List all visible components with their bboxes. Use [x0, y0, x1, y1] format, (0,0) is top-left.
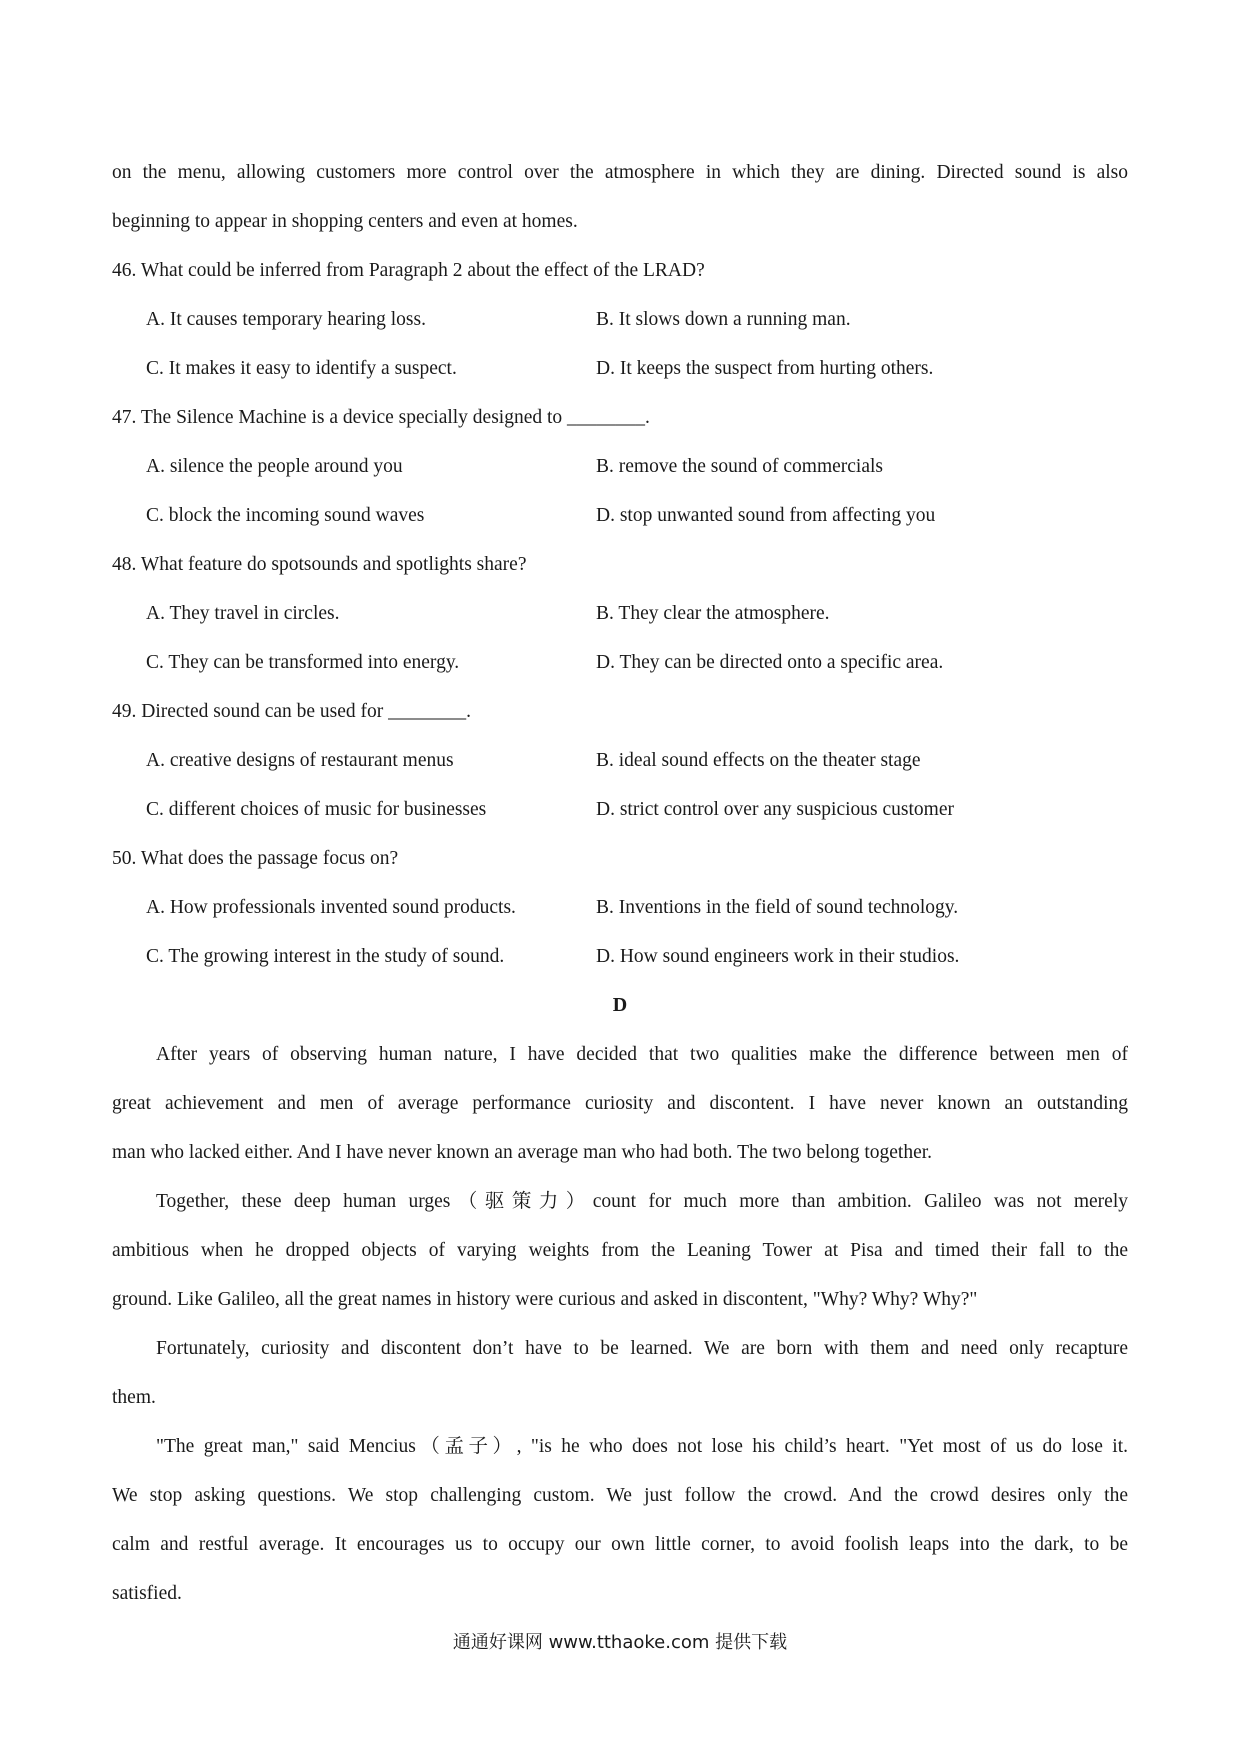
question-stem: 49. Directed sound can be used for ________.	[112, 701, 472, 722]
passage-line: After years of observing human nature, I have decided that two qualities make the difference between men of	[156, 1044, 1128, 1065]
option-c: C. The growing interest in the study of sound.	[146, 946, 505, 967]
option-row	[112, 295, 1128, 344]
question-stem: 46. What could be inferred from Paragraph 2 about the effect of the LRAD?	[112, 260, 705, 281]
option-row	[112, 491, 1128, 540]
option-row	[112, 932, 1128, 981]
section-heading: D	[612, 994, 628, 1016]
option-c: C. They can be transformed into energy.	[146, 652, 460, 673]
passage-line: calm and restful average. It encourages us to occupy our own little corner, to avoid foolish leaps into the dark, to be	[112, 1534, 1128, 1555]
option-b: B. They clear the atmosphere.	[596, 603, 830, 624]
passage-line: We stop asking questions. We stop challenging custom. We just follow the crowd. And the crowd desires only the	[112, 1485, 1128, 1506]
passage-line: man who lacked either. And I have never known an average man who had both. The two belong together.	[112, 1142, 933, 1163]
option-d: D. It keeps the suspect from hurting others.	[596, 358, 934, 379]
option-d: D. How sound engineers work in their studios.	[596, 946, 960, 967]
option-row	[112, 883, 1128, 932]
document-page	[112, 148, 1128, 1618]
passage-line: ground. Like Galileo, all the great names in history were curious and asked in discontent, "Why? Why? Why?"	[112, 1289, 978, 1310]
option-row	[112, 344, 1128, 393]
passage-line: satisfied.	[112, 1583, 182, 1604]
option-row	[112, 442, 1128, 491]
option-b: B. remove the sound of commercials	[596, 456, 884, 477]
option-d: D. They can be directed onto a specific area.	[596, 652, 944, 673]
option-c: C. block the incoming sound waves	[146, 505, 425, 526]
intro-line: beginning to appear in shopping centers and even at homes.	[112, 211, 578, 232]
page-footer: 通通好课网 www.tthaoke.com 提供下载	[452, 1632, 788, 1653]
option-a: A. creative designs of restaurant menus	[146, 750, 454, 771]
option-row	[112, 638, 1128, 687]
passage-line: Fortunately, curiosity and discontent don’t have to be learned. We are born with them and need only recapture	[156, 1338, 1128, 1359]
passage-line: great achievement and men of average performance curiosity and discontent. I have never known an outstanding	[112, 1093, 1128, 1114]
question-stem: 48. What feature do spotsounds and spotlights share?	[112, 554, 527, 575]
passage-line: ambitious when he dropped objects of varying weights from the Leaning Tower at Pisa and timed their fall to the	[112, 1240, 1128, 1261]
question-stem: 50. What does the passage focus on?	[112, 848, 399, 869]
intro-line: on the menu, allowing customers more control over the atmosphere in which they are dining. Directed sound is also	[112, 162, 1128, 183]
option-c: C. It makes it easy to identify a suspect.	[146, 358, 457, 379]
passage-line: Together, these deep human urges（驱策力）count for much more than ambition. Galileo was not merely	[156, 1191, 1128, 1212]
option-a: A. How professionals invented sound products.	[146, 897, 516, 918]
option-row	[112, 589, 1128, 638]
option-row	[112, 785, 1128, 834]
passage-line: them.	[112, 1387, 156, 1408]
option-c: C. different choices of music for businesses	[146, 799, 487, 820]
question-stem: 47. The Silence Machine is a device specially designed to ________.	[112, 407, 650, 428]
option-d: D. strict control over any suspicious customer	[596, 799, 954, 820]
option-d: D. stop unwanted sound from affecting you	[596, 505, 936, 526]
passage-line: "The great man," said Mencius（孟子）, "is he who does not lose his child’s heart. "Yet most of us do lose it.	[156, 1436, 1128, 1457]
option-a: A. They travel in circles.	[146, 603, 340, 624]
option-a: A. It causes temporary hearing loss.	[146, 309, 426, 330]
option-b: B. It slows down a running man.	[596, 309, 851, 330]
option-b: B. ideal sound effects on the theater stage	[596, 750, 921, 771]
option-row	[112, 736, 1128, 785]
option-b: B. Inventions in the field of sound technology.	[596, 897, 959, 918]
option-a: A. silence the people around you	[146, 456, 403, 477]
